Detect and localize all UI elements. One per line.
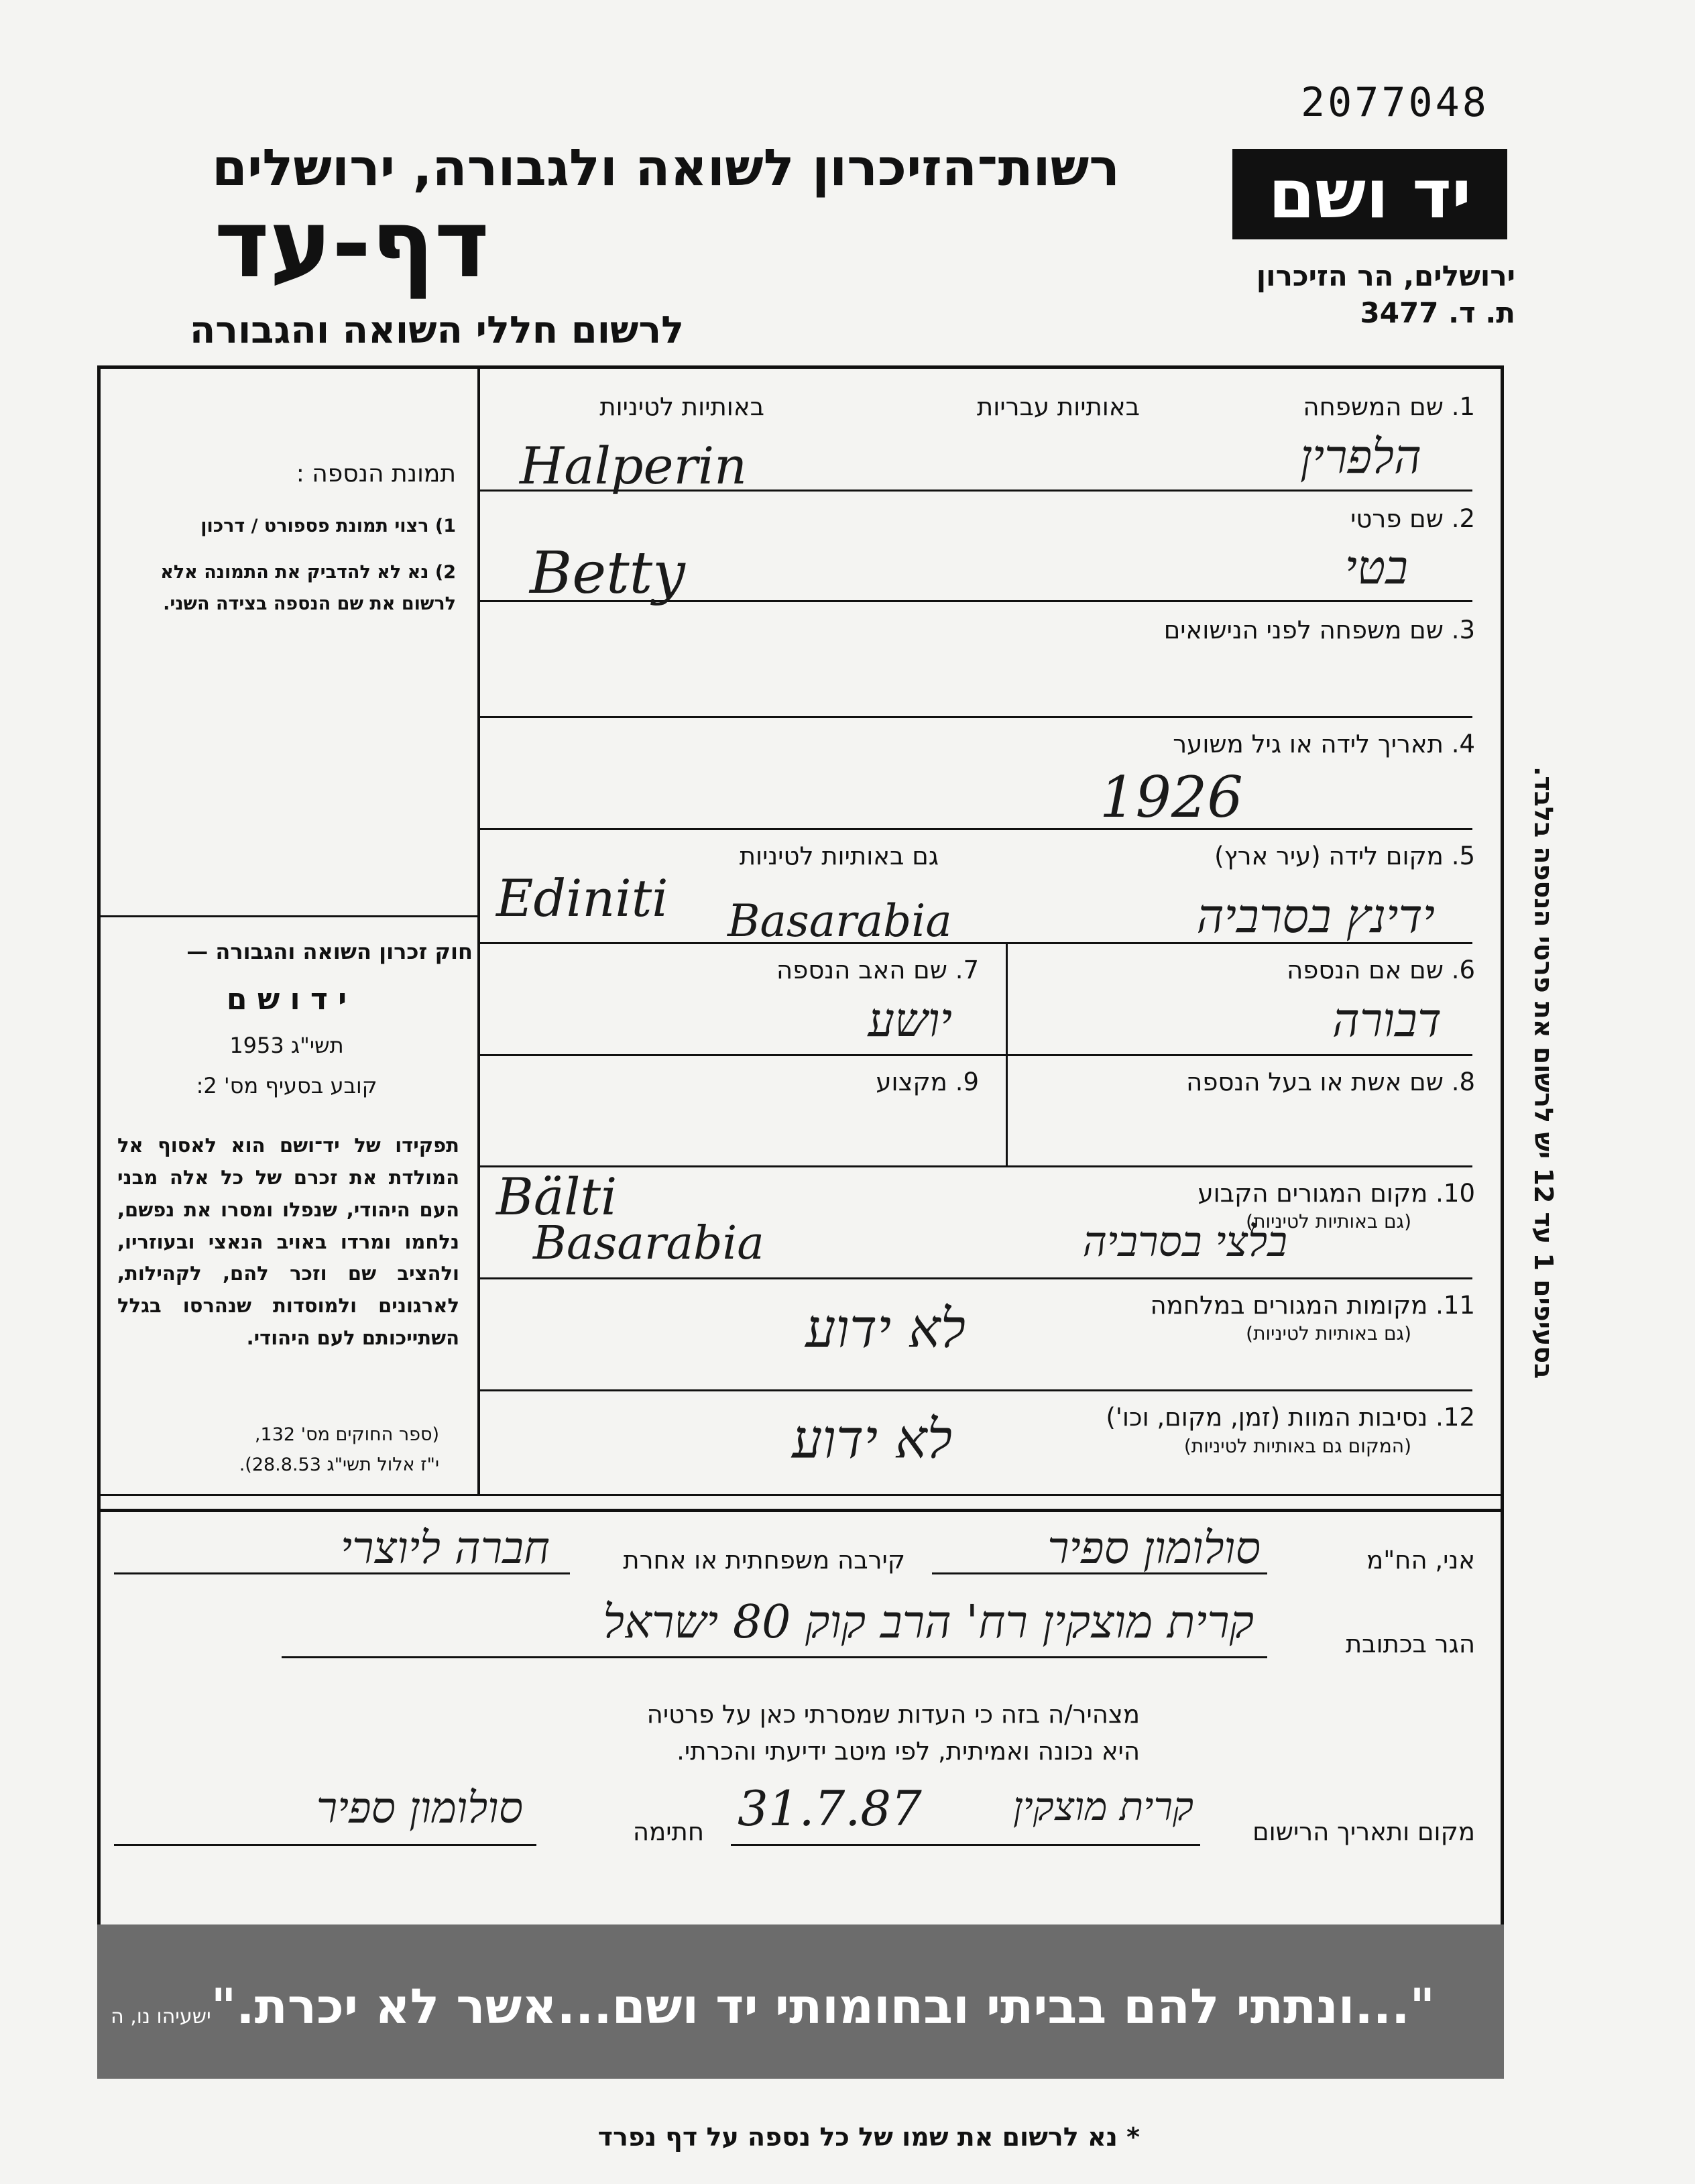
row-line-6: [480, 1054, 1472, 1056]
relation-label: קירבה משפחתית או אחרת: [623, 1546, 905, 1574]
field-7-label: 7. שם האב הנספה: [776, 956, 979, 984]
field-10-latin-value-1: Bälti: [496, 1167, 618, 1226]
field-4-label: 4. תאריך לידה או גיל משוער: [1173, 730, 1475, 758]
banner-quote-reference: ישעיהו נו, ה: [111, 2005, 211, 2028]
footer-note: * נא לרשום את שמו של כל נספה על דף נפרד: [597, 2122, 1140, 2152]
field-8-label: 8. שם אשת או בעל הנספה: [1186, 1068, 1475, 1096]
field-3-label: 3. שם משפחה לפני הנישואים: [1163, 616, 1475, 644]
row-line-9: [480, 1389, 1472, 1391]
row-line-3: [480, 716, 1472, 718]
field-1-latin-value: Halperin: [520, 436, 748, 496]
field-12-value: לא ידוע: [792, 1408, 952, 1471]
registration-place: קרית מוצקין: [1012, 1784, 1193, 1829]
law-name: י ד ו ש ם: [226, 982, 347, 1017]
field-1-hebrew-value: הלפרין: [1299, 429, 1421, 484]
organization-address: [1126, 258, 1515, 331]
form-title: דף-עד: [214, 190, 489, 299]
law-year: תשי"ג 1953: [229, 1033, 344, 1058]
declarant-name: סולומון ספיר: [1047, 1522, 1261, 1574]
address-label: הגר בכתובת: [1345, 1629, 1475, 1658]
field-4-value: 1926: [1100, 764, 1243, 830]
row-line-8: [480, 1277, 1472, 1279]
statement-line-2: היא נכונה ואמיתית, לפי מיטב ידיעתי והכרתי.: [677, 1737, 1140, 1766]
field-5-label: 5. מקום לידה (עיר ארץ): [1214, 842, 1475, 870]
field-2-label: 2. שם פרטי: [1350, 504, 1475, 533]
field-5-latin-value-2: Basarabia: [727, 895, 952, 947]
field-2-latin-value: Betty: [530, 540, 685, 607]
field-1-label: 1. שם המשפחה: [1303, 392, 1475, 421]
statement-line-1: מצהיר/ה בזה כי העדות שמסרתי כאן על פרטיה: [646, 1700, 1140, 1729]
banner-quote-text: "...ונתתי להם בביתי ובחומותי יד ושם...אשר לא יכרת.": [211, 1978, 1435, 2034]
split-line-6-9: [1006, 942, 1008, 1165]
law-clause: קובע בסעיף מס' 2:: [196, 1073, 377, 1098]
field-10-hebrew-value: בלצי בסרביה: [1082, 1217, 1287, 1266]
yad-vashem-logo: יד ושם: [1232, 149, 1507, 239]
photo-note-1: 1) רצוי תמונת פספורט / דרכון: [200, 516, 456, 536]
row-line-4: [480, 828, 1472, 830]
photo-title: תמונת הנספה :: [296, 460, 456, 487]
relation-value: חברה ליוצרי: [340, 1522, 550, 1574]
row-line-7: [480, 1165, 1472, 1167]
banner-quote: [111, 1978, 1435, 2034]
sidebar-divider: [477, 367, 480, 1494]
side-note: בסעיפים 1 עד 12 יש לרשום את פרטי הנספה בלבד.: [1529, 766, 1558, 1379]
address-value: קרית מוצקין רח' הרב קוק 80 ישראל: [603, 1596, 1254, 1649]
field-6-value: דבורה: [1332, 992, 1442, 1047]
document-number: 2077048: [1301, 79, 1489, 126]
law-reference-1: (ספר החוקים מס' 132,: [254, 1424, 439, 1445]
field-12-label: 12. נסיבות המוות (זמן, מקום, וכו'): [1106, 1403, 1475, 1432]
field-9-label: 9. מקצוע: [876, 1068, 979, 1096]
field-12-note: (המקום גם באותיות לטיניות): [1183, 1435, 1411, 1457]
field-5-hebrew-value: ידינץ בסרביה: [1196, 888, 1435, 943]
field-5-latin-value-1: Ediniti: [496, 868, 668, 928]
field-7-value: יושע: [868, 992, 952, 1047]
field-10-latin-value-2: Basarabia: [533, 1217, 764, 1270]
field-5-latin-note: גם באותיות לטיניות: [739, 842, 939, 870]
declarant-label: אני, הח"מ: [1366, 1546, 1475, 1574]
field-6-label: 6. שם אם הנספה: [1287, 956, 1475, 984]
organization-name: רשות־הזיכרון לשואה ולגבורה, ירושלים: [212, 137, 1120, 197]
declaration-frame: [97, 1492, 1504, 1928]
field-11-note: (גם באותיות לטיניות): [1246, 1322, 1411, 1344]
law-title: חוק זכרון השואה והגבורה —: [186, 939, 473, 964]
place-date-label: מקום ותאריך הרישום: [1252, 1817, 1475, 1846]
field-10-label: 10. מקום המגורים הקבוע: [1197, 1179, 1475, 1208]
field-1-latin-column: באותיות לטיניות: [599, 392, 764, 421]
field-11-value: לא ידוע: [805, 1298, 966, 1360]
field-10-note: (גם באותיות לטיניות): [1246, 1210, 1411, 1232]
sidebar-section-divider: [99, 915, 479, 917]
photo-note-2: 2) נא לא להדביק את התמונה אלא לרשום את שם הנספה בצידה השני.: [160, 562, 456, 615]
signature-label: חתימה: [632, 1817, 704, 1846]
field-1-hebrew-column: באותיות עבריות: [976, 392, 1140, 421]
signature-value: סולומון ספיר: [316, 1784, 523, 1833]
registration-date: 31.7.87: [738, 1780, 922, 1837]
address-line-1: ירושלים, הר הזיכרון: [1256, 260, 1515, 292]
form-subtitle: לרשום חללי השואה והגבורה: [189, 308, 684, 352]
law-text: תפקידו של יד־ושם הוא לאסוף אל המולדת את זכרם של כל אלה מבני העם היהודי, שנפלו ומסרו את נפשם, נלחמו ומרדו באויב הנאצי ובעוזריו, ולהציב שם וזכר להם, לקהילות, לארגונים ולמוסדות שנהרסו בגלל השתייכותם לעם היהודי.: [117, 1134, 459, 1350]
field-11-label: 11. מקומות המגורים במלחמה: [1150, 1291, 1475, 1320]
address-line-2: ת. ד. 3477: [1360, 296, 1515, 329]
field-2-hebrew-value: בטי: [1344, 540, 1408, 595]
law-reference-2: י"ז אלול תשי"ג 28.8.53).: [239, 1454, 439, 1475]
